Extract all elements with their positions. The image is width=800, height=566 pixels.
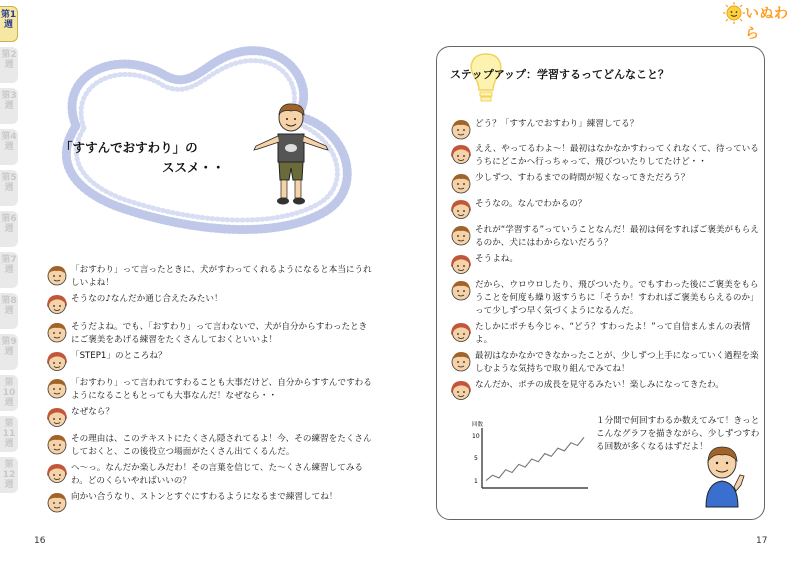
tab-week-8[interactable]: 第8週	[0, 293, 18, 329]
dialog-line	[450, 172, 760, 194]
graph-tick-10: 10	[472, 433, 480, 440]
dialog-text: なぜなら？	[71, 407, 114, 417]
dialog-line	[450, 279, 760, 318]
boy-open-arms-illustration	[250, 100, 332, 210]
dialog-text: 少しずつ、すわるまでの時間が短くなってきただろう？	[475, 173, 690, 183]
boy-face-icon	[46, 321, 68, 343]
tab-week-1[interactable]: 第1週	[0, 6, 18, 42]
dialog-text: へ～っ。なんだか楽しみだわ！その言葉を信じて、た～くさん練習してみるわ。どのくらいやればいいの？	[71, 463, 364, 486]
boy-face-icon	[46, 491, 68, 513]
girl-face-icon	[450, 253, 472, 275]
boy-face-icon	[450, 350, 472, 372]
dialog-line	[46, 350, 372, 372]
girl-face-icon	[46, 293, 68, 315]
boy-face-icon	[450, 279, 472, 301]
dialog-text: そうなの。なんでわかるの？	[475, 199, 587, 209]
logo-text: いぬわら	[745, 6, 789, 42]
lead-title	[60, 138, 225, 178]
tab-week-9[interactable]: 第9週	[0, 334, 18, 370]
graph-tick-1: 1	[474, 478, 478, 485]
dialog-text: 「おすわり」って言ったときに、犬がすわってくれるようになると本当にうれしいよね！	[71, 265, 372, 288]
boy-face-icon	[46, 377, 68, 399]
dialog-line	[450, 350, 760, 376]
lead-title-line1: 「すすんでおすわり」の	[60, 140, 198, 155]
boy-face-icon	[450, 118, 472, 140]
dialog-line	[450, 379, 760, 401]
boy-face-icon	[450, 172, 472, 194]
boy-thumbs-up-illustration	[700, 443, 746, 509]
dialog-text: だから、ウロウロしたり、飛びついたり。でもすわった後にご褒美をもらうことを何度も繰り返すうちに「そうか！すわればご褒美もらえるのか」って少しずつ早く気づくようになるんだ。	[475, 280, 759, 316]
boy-face-icon	[46, 264, 68, 286]
boy-face-icon	[46, 433, 68, 455]
dialog-line	[46, 293, 372, 315]
dialog-text: 最初はなかなかできなかったことが、少しずつ上手になっていく過程を楽しむような気持ちで取り組んでみてね！	[475, 351, 759, 374]
girl-face-icon	[450, 143, 472, 165]
tab-week-6[interactable]: 第6週	[0, 211, 18, 247]
dialog-text: なんだか、ポチの成長を見守るみたい！楽しみになってきたわ。	[475, 380, 724, 390]
graph-tick-5: 5	[474, 455, 478, 462]
page-number-right: 17	[756, 536, 768, 546]
dialog-text: 「STEP1」のところね？	[71, 351, 167, 361]
dialog-text: 向かい合うなり、ストンとすぐにすわるようになるまで練習してね！	[71, 492, 338, 502]
dialog-line	[450, 118, 760, 140]
girl-face-icon	[46, 406, 68, 428]
dialog-text: どう？「すすんでおすわり」練習してる？	[475, 119, 639, 129]
tab-week-2[interactable]: 第2週	[0, 47, 18, 83]
dialog-line	[450, 253, 760, 275]
graph-note: １分間で何回すわるか数えてみて！きっとこんなグラフを描きながら、少しずつすわる回数が多くなるはずだよ！	[596, 416, 760, 452]
week-tabs	[0, 6, 20, 498]
dialog-text: そうよね。	[475, 254, 518, 264]
graph-ylabel: 回数	[472, 422, 484, 428]
dialog-line	[46, 264, 372, 290]
dialog-text: そうだよね。でも、「おすわり」って言わないで、犬が自分からすわったときにご褒美をあげる練習をたくさんしておくといいよ！	[71, 322, 368, 345]
dialog-text: それが“学習する”っていうことなんだ！最初は何をすればご褒美がもらえるのか、犬にはわからないだろう？	[475, 225, 759, 248]
dialog-text: 「おすわり」って言われてすわることも大事だけど、自分からすすんですわるようになることもとっても大事なんだ！なぜなら・・	[71, 378, 372, 401]
tab-week-7[interactable]: 第7週	[0, 252, 18, 288]
page-number-left: 16	[34, 536, 46, 546]
girl-face-icon	[46, 462, 68, 484]
dialog-text: ええ、やってるわよ～！最初はなかなかすわってくれなくて、待っているうちにどこかへ行っちゃって、飛びついたりしてたけど・・	[475, 144, 759, 167]
dialog-line	[450, 143, 760, 169]
tab-week-3[interactable]: 第3週	[0, 88, 18, 124]
dialog-text: たしかにポチも今じゃ、“どう？すわったよ！”って自信まんまんの表情よ。	[475, 322, 751, 345]
dialog-line	[46, 377, 372, 403]
lead-title-line2: ススメ・・	[162, 160, 225, 175]
tab-week-10[interactable]: 第10週	[0, 375, 18, 411]
graph-line	[486, 437, 584, 480]
girl-face-icon	[450, 379, 472, 401]
girl-face-icon	[46, 350, 68, 372]
boy-face-icon	[450, 224, 472, 246]
dialog-line	[450, 321, 760, 347]
left-dialog	[46, 264, 372, 513]
dialog-line	[46, 321, 372, 347]
girl-face-icon	[450, 198, 472, 220]
right-dialog	[450, 118, 760, 401]
tab-week-4[interactable]: 第4週	[0, 129, 18, 165]
dialog-line	[46, 406, 372, 428]
tab-week-5[interactable]: 第5週	[0, 170, 18, 206]
dialog-text: その理由は、このテキストにたくさん隠されてるよ！今、その練習をたくさんしておくと、この後役立つ場面がたくさん出てくるんだ。	[71, 434, 372, 457]
dialog-line	[46, 433, 372, 459]
dialog-line	[46, 462, 372, 488]
panel-title: ステップアップ：学習するってどんなこと？	[450, 68, 670, 81]
dialog-line	[450, 198, 760, 220]
girl-face-icon	[450, 321, 472, 343]
dialog-line	[450, 224, 760, 250]
dialog-line	[46, 491, 372, 513]
tab-week-12[interactable]: 第12週	[0, 457, 18, 493]
dialog-text: そうなの♪なんだか通じ合えたみたい！	[71, 294, 223, 304]
sit-count-graph	[464, 420, 594, 500]
tab-week-11[interactable]: 第11週	[0, 416, 18, 452]
